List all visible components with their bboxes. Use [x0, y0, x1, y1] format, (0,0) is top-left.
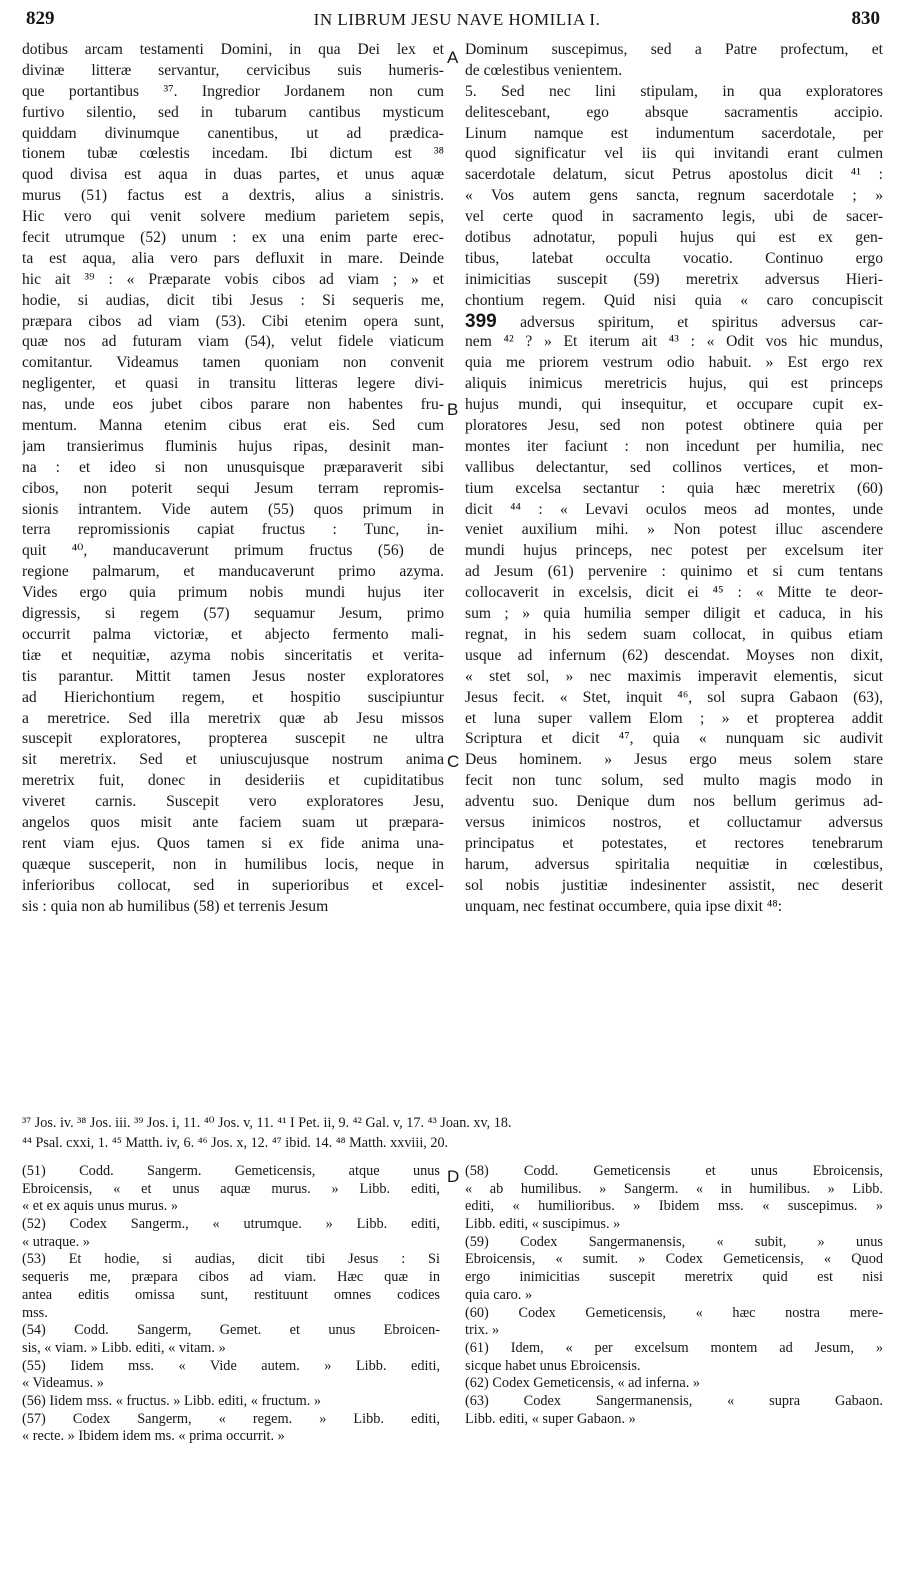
text-line: a meretrice. Sed illa meretrix quæ ab Jesu missos [22, 709, 444, 727]
note-line: antea editis omissa sunt, restituunt omnes codices [22, 1286, 440, 1303]
text-line: sionis intrantem. Vide autem (55) quos primum in [22, 500, 444, 518]
text-line: Vides ergo quia primum nobis mundi hujus iter [22, 584, 444, 602]
note-line: (57) Codex Sangerm, « regem. » Libb. editi, [22, 1410, 440, 1427]
critical-notes-right [465, 1163, 883, 1428]
text-line: suscepit exploratores, propterea suscepit ne ultra [22, 730, 444, 748]
text-line: inferioribus collocat, sed in superioribus et excel- [22, 876, 444, 894]
text-line: vel certe quod in sacramento legis, ubi de sacer- [465, 208, 883, 226]
text-line: Scriptura et dicit ⁴⁷, quia « nunquam sic audivit [465, 730, 883, 748]
text-line: harum, adversus spiritalia nequitiæ in cœlestibus, [465, 855, 883, 873]
note-line: sequeris me, præpara cibos ad viam. Hæc quæ in [22, 1269, 440, 1286]
text-line: Hic vero qui venit solvere medium parietem sepis, [22, 208, 444, 226]
text-line: quæ nos ad futuram viam (54), velut fidele viaticum [22, 333, 444, 351]
text-line: aliquis inimicus meretricis hujus, qui est princeps [465, 375, 883, 393]
text-line: adventu suo. Denique dum nos bellum gerimus ad- [465, 793, 883, 811]
text-line: cibos, non poterit sequi Jesum terram repromis- [22, 479, 444, 497]
text-line: fecit non tunc solum, sed multo magis modo in [465, 772, 883, 790]
note-line: Libb. editi, « suscipimus. » [465, 1216, 621, 1233]
text-line: Dominum suscepimus, sed a Patre profectum, et [465, 41, 883, 58]
scripture-line: ³⁷ Jos. iv. ³⁸ Jos. iii. ³⁹ Jos. i, 11. ⁴⁰ Jos. v, 11. ⁴¹ I Pet. ii, 9. ⁴² Gal. v, 17. ⁴³ Joan. xv, 18. [22, 1115, 512, 1131]
note-line: (62) Codex Gemeticensis, « ad inferna. » [465, 1375, 701, 1392]
critical-notes-left [22, 1163, 440, 1446]
running-header [0, 8, 914, 34]
text-line: ad Jesum (61) pervenire : quinimo et si cum tentans [465, 563, 883, 581]
note-line: (51) Codd. Sangerm. Gemeticensis, atque unus [22, 1163, 440, 1179]
text-line: tionem tubæ cœlestis incedam. Ibi dictum est ³⁸ [22, 145, 444, 163]
text-line: inimicitias suscepit (59) meretrix adversus Hieri- [465, 270, 883, 288]
text-line: murus (51) factus est a dextris, alius a sinistris. [22, 187, 444, 205]
note-line: « recte. » Ibidem idem ms. « prima occurrit. » [22, 1428, 285, 1445]
text-line [465, 312, 883, 333]
text-line: mentum. Manna etenim cibus erat eis. Sed cum [22, 417, 444, 435]
text-line: montes iter faciunt : non incedunt per humilia, nec [465, 437, 883, 455]
scripture-references [22, 1113, 888, 1153]
text-line: chontium regem. Quid nisi quia « caro concupiscit [465, 291, 883, 309]
text-line: tis parantur. Mittit tamen Jesus noster exploratores [22, 667, 444, 685]
text-line: comitantur. Videamus tamen quoniam non convenit [22, 354, 444, 372]
note-line: Ebroicensis, « sumit. » Codex Gemeticensis, « Quod [465, 1251, 883, 1268]
text-line: Linum namque est indumentum sacerdotale, per [465, 124, 883, 142]
text-line: negligenter, et quasi in transitu litteras legere divi- [22, 375, 444, 393]
text-line: tibus, latebat occulta vocatio. Continuo ergo [465, 249, 883, 267]
column-number: 399 [465, 311, 497, 332]
note-line: (56) Iidem mss. « fructus. » Libb. editi, « fructum. » [22, 1392, 321, 1409]
text-line: jam transierimus fluminis hujus ripas, desinit man- [22, 437, 444, 455]
text-line: Jesus fecit. « Stet, inquit ⁴⁶, sol supra Gabaon (63), [465, 688, 883, 706]
note-line: « utraque. » [22, 1233, 90, 1250]
text-line: quiddam divinumque canentibus, ut ad prædica- [22, 124, 444, 142]
text-column-left [22, 40, 444, 917]
note-line: mss. [22, 1304, 48, 1321]
text-line: præpara cibos ad viam (53). Cibi etenim opera sunt, [22, 312, 444, 330]
note-line: (53) Et hodie, si audias, dicit tibi Jesus : Si [22, 1251, 440, 1268]
note-line: trix. » [465, 1322, 500, 1339]
note-line: sicque habet unus Ebroicensis. [465, 1357, 641, 1374]
text-line: furtivo silentio, sed in tubarum cantibus mysticum [22, 103, 444, 121]
text-line: nem ⁴² ? » Et iterum ait ⁴³ : « Odit vos hic mundus, [465, 333, 883, 351]
text-line: collocaverit in excelsis, dicit ei ⁴⁵ : « Mitte te deor- [465, 584, 883, 602]
note-line: (58) Codd. Gemeticensis et unus Ebroicensis, [465, 1163, 883, 1179]
text-line: digressis, si regem (57) sequamur Jesum, primo [22, 605, 444, 623]
text-line: quæque susceperit, non in humilibus locis, neque in [22, 855, 444, 873]
note-line: « ab humilibus. » Sangerm. « in humilibus. » Libb. [465, 1180, 883, 1197]
margin-letter-a: A [447, 48, 459, 67]
text-line: principatus et potestates, et rectores tenebrarum [465, 834, 883, 852]
text-line: sis : quia non ab humilibus (58) et terrenis Jesum [22, 897, 329, 915]
text-line: ad Hierichontium regem, et hospitio suscipiuntur [22, 688, 444, 706]
text-line: et luna super vallem Elom ; » et propterea addit [465, 709, 883, 727]
text-line: na : et ideo si non unusquisque præparaverit sibi [22, 458, 444, 476]
text-line: versus inimicos nostros, et colluctamur adversus [465, 813, 883, 831]
text-line: tiæ et nequitiæ, azyma nobis sinceritatis et verita- [22, 646, 444, 664]
text-line: tium excelsa sectantur : quia hæc meretrix (60) [465, 479, 883, 497]
text-line: ta est aqua, alia vero pars defluxit in mare. Deinde [22, 249, 444, 267]
text-line: que portantibus ³⁷. Ingredior Jordanem non cum [22, 82, 444, 100]
text-line: usque ad infernum (62) descendat. Moyses non dixit, [465, 646, 883, 664]
text-line: quia me priorem vestrum odio habuit. » Est ergo rex [465, 354, 883, 372]
page-number-left: 829 [26, 8, 55, 29]
text-line: « stet sol, » nec maximis imperavit elementis, sicut [465, 667, 883, 685]
text-line: meretrix fuit, donec in desideriis et cupiditatibus [22, 772, 444, 790]
text-line: angelos quos misit ante faciem suam ut præpara- [22, 813, 444, 831]
note-line: (55) Iidem mss. « Vide autem. » Libb. editi, [22, 1357, 440, 1374]
text-line: dicit ⁴⁴ : « Levavi oculos meos ad montes, unde [465, 500, 883, 518]
text-line: quod divisa est aqua in duas partes, et unus aquæ [22, 166, 444, 184]
text-line: nas, unde eos jubet cibos parare non habentes fru- [22, 396, 444, 414]
text-line: rent viam ejus. Quos tamen si ex fide anima una- [22, 834, 444, 852]
text-line: sum ; » quia humilia semper diligit et caduca, in his [465, 605, 883, 623]
text-line: dotibus adnotatur, populi hujus qui est ex gen- [465, 229, 883, 247]
note-line: sis, « viam. » Libb. editi, « vitam. » [22, 1339, 226, 1356]
text-line: occurrit palma victoriæ, et abjecto fermento mali- [22, 625, 444, 643]
note-line: Libb. editi, « super Gabaon. » [465, 1410, 636, 1427]
text-line: hodie, si audias, dicit tibi Jesus : Si sequeris me, [22, 291, 444, 309]
note-line: (61) Idem, « per excelsum montem ad Jesum, » [465, 1339, 883, 1356]
scripture-line: ⁴⁴ Psal. cxxi, 1. ⁴⁵ Matth. iv, 6. ⁴⁶ Jos. x, 12. ⁴⁷ ibid. 14. ⁴⁸ Matth. xxviii, 20. [22, 1135, 449, 1151]
margin-letter-c: C [447, 752, 460, 771]
text-line: « Vos autem gens sancta, regnum sacerdotale ; » [465, 187, 883, 205]
note-line: quia caro. » [465, 1286, 533, 1303]
text-line: terra repromissionis capiat fructus : Tunc, in- [22, 521, 444, 539]
text-line: regione palmarum, et manducaverunt primo azyma. [22, 563, 444, 581]
note-line: ergo inimicitias suscepit meretrix quid est nisi [465, 1269, 883, 1286]
page-number-right: 830 [851, 8, 880, 29]
note-line: (52) Codex Sangerm., « utrumque. » Libb. editi, [22, 1216, 440, 1233]
text-line: fecit utrumque (52) unum : ex una enim parte erec- [22, 229, 444, 247]
text-line: hujus mundi, qui insequitur, et occupare cupit ex- [465, 396, 883, 414]
text-line: sacerdotale delatum, sicut Petrus apostolus dicit ⁴¹ : [465, 166, 883, 184]
note-line: (59) Codex Sangermanensis, « subit, » unus [465, 1233, 883, 1250]
margin-letter-d: D [447, 1167, 460, 1186]
text-line: ploratores Jesu, sed non potest obtinere quia per [465, 417, 883, 435]
note-line: (60) Codex Gemeticensis, « hæc nostra mere- [465, 1304, 883, 1321]
note-line: (54) Codd. Sangerm, Gemet. et unus Ebroicen- [22, 1322, 440, 1339]
text-line: quod significatur vel iis qui invitandi erant culmen [465, 145, 883, 163]
note-line: « Videamus. » [22, 1375, 104, 1392]
note-line: Ebroicensis, « et unus aquæ murus. » Libb. editi, [22, 1180, 440, 1197]
text-line: regnat, in his sedem suam collocat, in quibus etiam [465, 625, 883, 643]
text-line-content: adversus spiritum, et spiritus adversus car- [520, 313, 883, 331]
text-line: quit ⁴⁰, manducaverunt primum fructus (56) de [22, 542, 444, 560]
running-title: IN LIBRUM JESU NAVE HOMILIA I. [313, 10, 601, 29]
text-line: unquam, nec festinat occumbere, quia ipse dixit ⁴⁸: [465, 897, 783, 915]
note-line: (63) Codex Sangermanensis, « supra Gabaon. [465, 1392, 883, 1409]
note-line: « et ex aquis unus murus. » [22, 1198, 179, 1215]
text-line: mundi hujus princeps, nec potest per excelsum iter [465, 542, 883, 560]
note-line: editi, « humilioribus. » Ibidem mss. « suscepimus. » [465, 1198, 883, 1215]
text-line: dotibus arcam testamenti Domini, in qua Dei lex et [22, 41, 444, 58]
text-line: delitescebant, ego absque sacramentis accipio. [465, 103, 883, 121]
text-line: sol nobis justitiæ indesinenter assistit, nec deserit [465, 876, 883, 894]
text-line: vallibus delectantur, sed collinos vertices, et mon- [465, 458, 883, 476]
text-line: hic ait ³⁹ : « Præparate vobis cibos ad viam ; » et [22, 270, 444, 288]
text-line: divinæ litteræ servantur, cervicibus suis humeris- [22, 61, 444, 79]
margin-letter-b: B [447, 400, 459, 419]
text-column-right [465, 40, 883, 917]
text-line: de cœlestibus venientem. [465, 61, 623, 79]
text-line: viveret carnis. Suscepit vero exploratores Jesu, [22, 793, 444, 811]
text-line: 5. Sed nec lini stipulam, in qua exploratores [465, 82, 883, 100]
text-line: sit meretrix. Sed et uniuscujusque nostrum anima [22, 751, 444, 769]
text-line: Deus hominem. » Jesus ergo meus solem stare [465, 751, 883, 769]
text-line: veniet auxilium mihi. » Non potest illuc ascendere [465, 521, 883, 539]
